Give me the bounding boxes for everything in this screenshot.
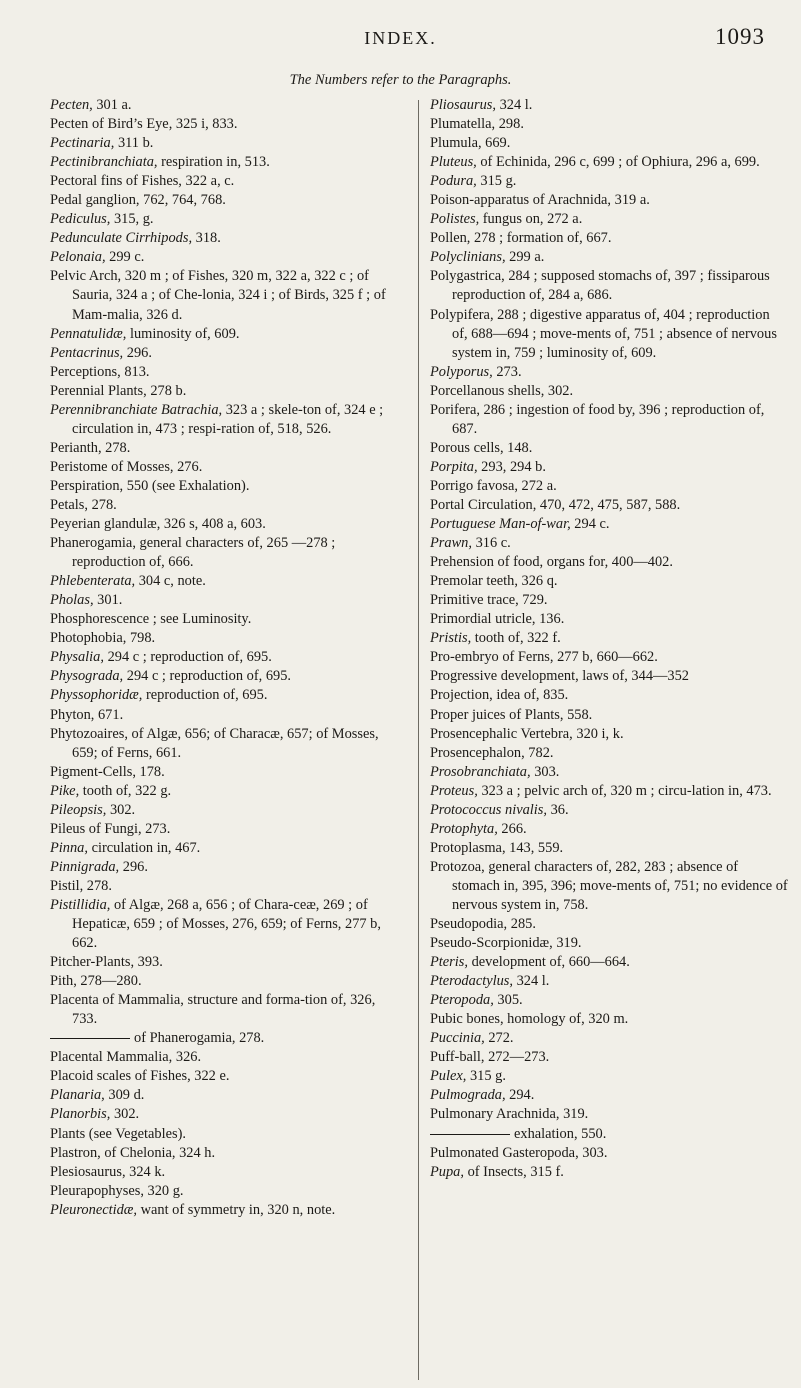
entry-text: fungus on, 272 a.	[479, 211, 583, 228]
entry-text: Plumatella, 298.	[430, 116, 524, 133]
entry-head: Pedunculate Cirrhipods,	[50, 230, 193, 247]
entry-text: Placenta of Mammalia, structure and forma-tion of, 326, 733.	[50, 992, 376, 1028]
index-entry	[50, 401, 404, 439]
entry-text: 323 a ; skele-ton of, 324 e ; circulation in, 473 ; respi-ration of, 518, 526.	[72, 401, 384, 437]
entry-head: Pleuronectidæ,	[50, 1201, 137, 1218]
entry-text: Projection, idea of, 835.	[430, 687, 569, 704]
entry-text: Porous cells, 148.	[430, 439, 533, 456]
entry-text: Pollen, 278 ; formation of, 667.	[430, 230, 612, 247]
index-entry	[430, 1048, 788, 1067]
index-entry	[50, 1067, 404, 1086]
ditto-dash	[50, 1038, 130, 1039]
index-entry	[430, 306, 788, 363]
entry-text: Polygastrica, 284 ; supposed stomachs of, 397 ; fissiparous reproduction of, 284 a, 686.	[430, 268, 770, 304]
index-entry	[50, 877, 404, 896]
index-entry	[50, 991, 404, 1029]
index-entry	[50, 134, 404, 153]
entry-text: 311 b.	[114, 135, 154, 152]
index-entry	[430, 1105, 788, 1124]
index-entry	[50, 96, 404, 115]
entry-head: Porpita,	[430, 458, 478, 475]
entry-text: Porifera, 286 ; ingestion of food by, 396 ; reproduction of, 687.	[430, 401, 765, 437]
entry-text: Primitive trace, 729.	[430, 592, 548, 609]
index-entry	[50, 267, 404, 324]
index-entry	[50, 229, 404, 248]
entry-text: Perspiration, 550 (see Exhalation).	[50, 477, 250, 494]
entry-text: Primordial utricle, 136.	[430, 611, 565, 628]
entry-text: Premolar teeth, 326 q.	[430, 573, 558, 590]
index-entry	[430, 591, 788, 610]
entry-text: Prosencephalon, 782.	[430, 744, 554, 761]
entry-text: 301.	[93, 592, 123, 609]
index-entry	[50, 1029, 404, 1048]
entry-text: 294.	[505, 1087, 535, 1104]
index-entry	[430, 515, 788, 534]
entry-text: respiration in, 513.	[157, 154, 270, 171]
entry-text: 294 c ; reproduction of, 695.	[103, 649, 272, 666]
entry-text: Placental Mammalia, 326.	[50, 1049, 202, 1066]
entry-head: Pliosaurus,	[430, 97, 496, 113]
index-entry	[50, 953, 404, 972]
entry-text: Pecten of Bird’s Eye, 325 i, 833.	[50, 116, 238, 133]
right-column	[430, 96, 788, 1182]
index-entry	[50, 172, 404, 191]
entry-head: Portuguese Man-of-war,	[430, 516, 571, 533]
index-entry	[50, 1105, 404, 1124]
index-entry	[50, 363, 404, 382]
entry-text: Protozoa, general characters of, 282, 283 ; absence of stomach in, 395, 396; move-ments of, 751; no evidence of nervous system in, 758.	[430, 858, 788, 913]
entry-text: Poison-apparatus of Arachnida, 319 a.	[430, 192, 650, 209]
entry-text: 323 a ; pelvic arch of, 320 m ; circu-lation in, 473.	[477, 782, 772, 799]
index-entry	[50, 477, 404, 496]
index-entry	[50, 515, 404, 534]
entry-text: Pulmonary Arachnida, 319.	[430, 1106, 589, 1123]
entry-text: 315, g.	[110, 211, 154, 228]
index-entry	[430, 191, 788, 210]
entry-head: Polyporus,	[430, 363, 493, 380]
ditto-dash	[430, 1134, 510, 1135]
entry-text: 305.	[493, 992, 523, 1009]
entry-text: Photophobia, 798.	[50, 630, 156, 647]
index-entry	[430, 801, 788, 820]
entry-text: Plants (see Vegetables).	[50, 1125, 187, 1142]
entry-head: Pholas,	[50, 592, 94, 609]
entry-text: 301 a.	[92, 97, 132, 113]
entry-text: Proper juices of Plants, 558.	[430, 706, 593, 723]
index-entry	[50, 1182, 404, 1201]
index-entry	[430, 96, 788, 115]
entry-text: Protoplasma, 143, 559.	[430, 839, 564, 856]
index-entry	[50, 725, 404, 763]
entry-text: Pitcher-Plants, 393.	[50, 954, 163, 971]
index-entry	[50, 115, 404, 134]
index-entry	[430, 401, 788, 439]
running-head	[0, 24, 801, 58]
index-entry	[430, 534, 788, 553]
index-entry	[50, 686, 404, 705]
entry-text: Plumula, 669.	[430, 135, 511, 152]
index-entry	[50, 1125, 404, 1144]
entry-text: Phytozoaires, of Algæ, 656; of Characæ, 657; of Mosses, 659; of Ferns, 661.	[50, 725, 379, 761]
entry-text: Perianth, 278.	[50, 439, 131, 456]
index-entry	[430, 134, 788, 153]
index-entry	[50, 610, 404, 629]
index-entry	[430, 1029, 788, 1048]
entry-head: Pentacrinus,	[50, 344, 124, 361]
page-title: INDEX.	[364, 28, 437, 48]
column-divider	[418, 100, 419, 1380]
index-entry	[430, 1010, 788, 1029]
index-entry	[430, 1125, 788, 1144]
entry-text: Phanerogamia, general characters of, 265 —278 ; reproduction of, 666.	[50, 535, 336, 571]
index-entry	[430, 972, 788, 991]
entry-text: of Echinida, 296 c, 699 ; of Ophiura, 296 a, 699.	[476, 154, 760, 171]
entry-head: Pectinaria,	[50, 135, 115, 152]
index-entry	[50, 439, 404, 458]
entry-text: Placoid scales of Fishes, 322 e.	[50, 1068, 230, 1085]
entry-head: Protophyta,	[430, 820, 498, 837]
index-entry	[50, 591, 404, 610]
entry-head: Physalia,	[50, 649, 104, 666]
index-entry	[430, 610, 788, 629]
entry-head: Podura,	[430, 173, 477, 190]
entry-text: 302.	[110, 1106, 140, 1123]
entry-text: Perennial Plants, 278 b.	[50, 382, 187, 399]
entry-text: 296.	[123, 344, 152, 361]
entry-text: Porcellanous shells, 302.	[430, 382, 574, 399]
entry-text: tooth of, 322 f.	[471, 630, 561, 647]
index-entry	[430, 953, 788, 972]
index-entry	[50, 763, 404, 782]
entry-text: 294 c ; reproduction of, 695.	[123, 668, 292, 685]
entry-text: 315 g.	[476, 173, 517, 190]
index-entry	[50, 782, 404, 801]
entry-text: of Algæ, 268 a, 656 ; of Chara-ceæ, 269 ; of Hepaticæ, 659 ; of Mosses, 276, 659; of Ferns, 277 b, 662.	[72, 896, 381, 952]
index-entry	[50, 496, 404, 515]
entry-head: Pike,	[50, 782, 80, 799]
entry-text: Pedal ganglion, 762, 764, 768.	[50, 192, 226, 209]
entry-head: Pelonaia,	[50, 249, 106, 266]
index-entry	[430, 915, 788, 934]
entry-text: 296.	[119, 858, 148, 875]
index-entry	[430, 248, 788, 267]
entry-text: 309 d.	[104, 1087, 145, 1104]
entry-text: Plastron, of Chelonia, 324 h.	[50, 1144, 216, 1161]
entry-text: Porrigo favosa, 272 a.	[430, 477, 557, 494]
entry-text: 294 c.	[570, 516, 610, 533]
entry-text: 318.	[192, 230, 221, 247]
entry-head: Pileopsis,	[50, 801, 107, 818]
left-column	[50, 96, 404, 1220]
index-entry	[430, 1144, 788, 1163]
index-entry	[50, 820, 404, 839]
index-entry	[50, 248, 404, 267]
entry-head: Physsophoridæ,	[50, 687, 143, 704]
entry-head: Pistillidia,	[50, 896, 111, 913]
entry-text: 299 a.	[505, 249, 545, 266]
index-entry	[430, 686, 788, 705]
entry-head: Protococcus nivalis,	[430, 801, 547, 818]
entry-head: Prosobranchiata,	[430, 763, 531, 780]
entry-head: Pennatulidæ,	[50, 325, 127, 342]
entry-text: Petals, 278.	[50, 496, 117, 513]
entry-text: exhalation, 550.	[514, 1125, 607, 1142]
entry-head: Phlebenterata,	[50, 573, 136, 590]
entry-text: luminosity of, 609.	[126, 325, 240, 342]
entry-head: Pectinibranchiata,	[50, 154, 158, 171]
index-entry	[430, 115, 788, 134]
entry-head: Planorbis,	[50, 1106, 111, 1123]
entry-text: Pseudopodia, 285.	[430, 916, 536, 933]
index-entry	[430, 782, 788, 801]
index-entry	[430, 553, 788, 572]
index-entry	[50, 629, 404, 648]
index-entry	[430, 1086, 788, 1105]
index-entry	[50, 1144, 404, 1163]
index-entry	[50, 858, 404, 877]
entry-head: Physograda,	[50, 668, 124, 685]
index-entry	[430, 496, 788, 515]
index-entry	[430, 267, 788, 305]
index-entry	[50, 706, 404, 725]
entry-text: want of symmetry in, 320 n, note.	[137, 1201, 336, 1218]
entry-head: Pinnigrada,	[50, 858, 120, 875]
index-entry	[430, 1067, 788, 1086]
entry-text: Perceptions, 813.	[50, 363, 150, 380]
index-entry	[50, 1086, 404, 1105]
index-entry	[430, 744, 788, 763]
entry-head: Puccinia,	[430, 1030, 485, 1047]
entry-text: 304 c, note.	[135, 573, 206, 590]
entry-head: Polyclinians,	[430, 249, 506, 266]
entry-text: of Insects, 315 f.	[463, 1163, 564, 1180]
entry-text: 293, 294 b.	[477, 458, 546, 475]
entry-text: Polypifera, 288 ; digestive apparatus of, 404 ; reproduction of, 688—694 ; move-ments of, 751 ; absence of nervous system in, 759 ; luminosity of, 609.	[430, 306, 777, 361]
entry-head: Pluteus,	[430, 154, 477, 171]
entry-text: reproduction of, 695.	[142, 687, 268, 704]
index-entry	[430, 820, 788, 839]
entry-text: Pseudo-Scorpionidæ, 319.	[430, 935, 582, 952]
index-entry	[50, 191, 404, 210]
entry-text: Pileus of Fungi, 273.	[50, 820, 171, 837]
index-entry	[430, 439, 788, 458]
entry-text: Pistil, 278.	[50, 877, 112, 894]
index-entry	[430, 458, 788, 477]
entry-text: 272.	[484, 1030, 514, 1047]
entry-text: 273.	[492, 363, 522, 380]
index-entry	[50, 210, 404, 229]
index-entry	[50, 1048, 404, 1067]
entry-text: Plesiosaurus, 324 k.	[50, 1163, 166, 1180]
entry-text: Pubic bones, homology of, 320 m.	[430, 1011, 629, 1028]
index-entry	[430, 991, 788, 1010]
index-entry	[50, 972, 404, 991]
entry-head: Pinna,	[50, 839, 88, 856]
index-entry	[430, 572, 788, 591]
entry-text: Progressive development, laws of, 344—352	[430, 668, 689, 685]
entry-text: 302.	[106, 801, 136, 818]
page-number: 1093	[715, 24, 765, 49]
index-entry	[430, 839, 788, 858]
index-entry	[430, 725, 788, 744]
entry-text: 303.	[530, 763, 560, 780]
entry-text: Pelvic Arch, 320 m ; of Fishes, 320 m, 322 a, 322 c ; of Sauria, 324 a ; of Che-lonia, 324 i ; of Birds, 325 f ; of Mam-malia, 326 d.	[50, 268, 386, 323]
entry-text: 316 c.	[471, 535, 511, 552]
entry-text: Pulmonated Gasteropoda, 303.	[430, 1144, 608, 1161]
entry-text: Phyton, 671.	[50, 706, 124, 723]
entry-head: Pteris,	[430, 954, 468, 971]
index-entry	[430, 382, 788, 401]
index-subtitle: The Numbers refer to the Paragraphs.	[289, 72, 512, 88]
entry-text: circulation in, 467.	[87, 839, 201, 856]
index-entry	[50, 1201, 404, 1220]
entry-text: Portal Circulation, 470, 472, 475, 587, 588.	[430, 496, 681, 513]
index-entry	[430, 706, 788, 725]
index-entry	[430, 210, 788, 229]
index-entry	[50, 896, 404, 953]
index-entry	[50, 153, 404, 172]
entry-text: Pectoral fins of Fishes, 322 a, c.	[50, 173, 235, 190]
entry-text: Peyerian glandulæ, 326 s, 408 a, 603.	[50, 516, 266, 533]
index-entry	[50, 572, 404, 591]
entry-text: Pleurapophyses, 320 g.	[50, 1182, 184, 1199]
entry-text: Pigment-Cells, 178.	[50, 763, 165, 780]
index-entry	[430, 477, 788, 496]
index-entry	[50, 382, 404, 401]
entry-head: Pulmograda,	[430, 1087, 506, 1104]
index-entry	[50, 458, 404, 477]
entry-head: Pristis,	[430, 630, 472, 647]
entry-head: Planaria,	[50, 1087, 105, 1104]
entry-text: Prehension of food, organs for, 400—402.	[430, 554, 673, 571]
index-entry	[430, 763, 788, 782]
entry-text: tooth of, 322 g.	[79, 782, 172, 799]
entry-text: 299 c.	[105, 249, 145, 266]
entry-text: Prosencephalic Vertebra, 320 i, k.	[430, 725, 624, 742]
entry-head: Pupa,	[430, 1163, 464, 1180]
entry-text: Pro-embryo of Ferns, 277 b, 660—662.	[430, 649, 658, 666]
entry-text: of Phanerogamia, 278.	[134, 1030, 265, 1047]
entry-head: Pecten,	[50, 97, 93, 113]
index-entry	[50, 1163, 404, 1182]
entry-text: Peristome of Mosses, 276.	[50, 458, 203, 475]
index-entry	[50, 344, 404, 363]
index-entry	[430, 934, 788, 953]
index-entry	[430, 629, 788, 648]
entry-text: 324 l.	[513, 973, 550, 990]
entry-text: 36.	[546, 801, 569, 818]
entry-head: Pediculus,	[50, 211, 111, 228]
entry-text: Pith, 278—280.	[50, 973, 142, 990]
entry-text: development of, 660—664.	[467, 954, 630, 971]
entry-head: Pteropoda,	[430, 992, 494, 1009]
index-entry	[50, 648, 404, 667]
entry-head: Proteus,	[430, 782, 478, 799]
entry-head: Prawn,	[430, 535, 472, 552]
entry-text: 324 l.	[495, 97, 533, 113]
index-entry	[430, 172, 788, 191]
index-entry	[50, 667, 404, 686]
index-entry	[430, 858, 788, 915]
index-entry	[430, 648, 788, 667]
entry-text: 315 g.	[466, 1068, 506, 1085]
entry-text: Puff-ball, 272—273.	[430, 1049, 550, 1066]
index-entry	[50, 534, 404, 572]
entry-head: Polistes,	[430, 211, 480, 228]
entry-head: Pterodactylus,	[430, 973, 513, 990]
index-entry	[50, 839, 404, 858]
entry-head: Pulex,	[430, 1068, 467, 1085]
entry-text: 266.	[497, 820, 527, 837]
index-entry	[50, 801, 404, 820]
index-entry	[430, 667, 788, 686]
entry-head: Perennibranchiate Batrachia,	[50, 401, 223, 418]
index-entry	[430, 153, 788, 172]
index-entry	[430, 229, 788, 248]
index-entry	[50, 325, 404, 344]
index-entry	[430, 1163, 788, 1182]
index-entry	[430, 363, 788, 382]
entry-text: Phosphorescence ; see Luminosity.	[50, 611, 252, 628]
